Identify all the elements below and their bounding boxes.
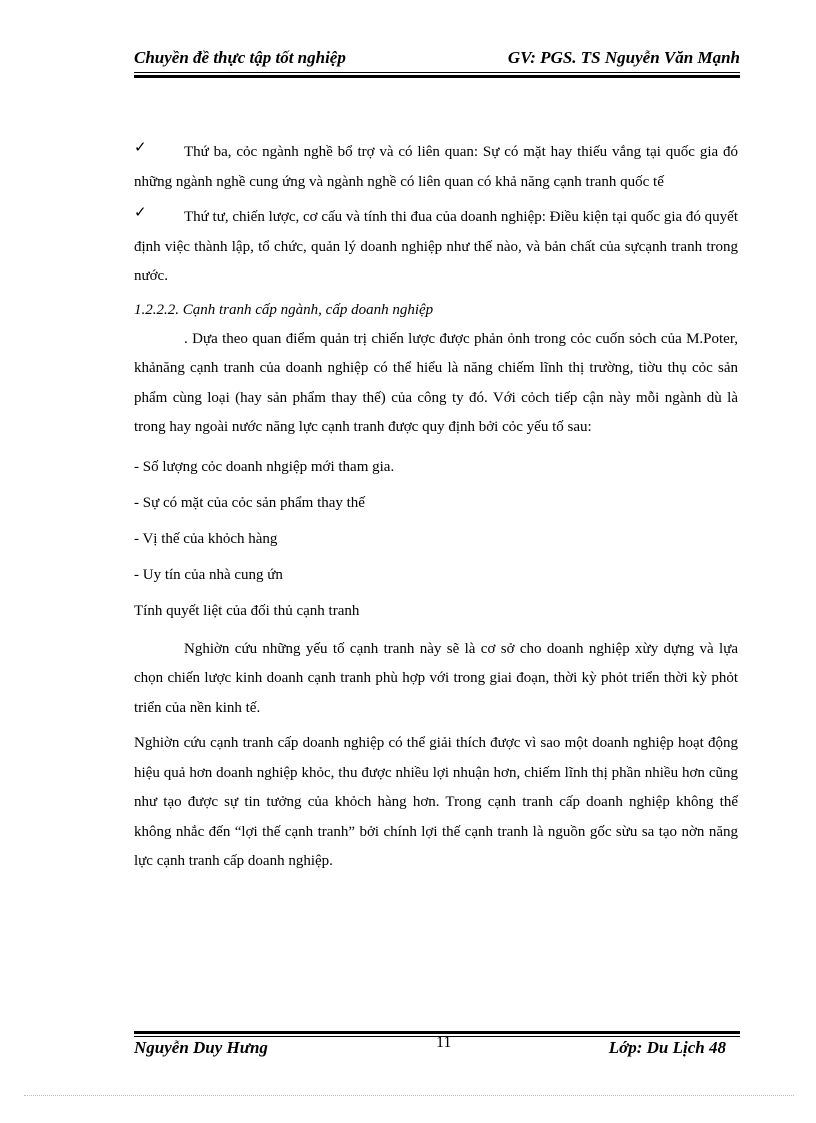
factor-list-item: - Số lượng cỏc doanh nhgiệp mới tham gia. — [134, 458, 395, 475]
section-heading: 1.2.2.2. Cạnh tranh cấp ngành, cấp doanh nghiệp — [134, 301, 434, 318]
bullet-text-fourth: Thứ tư, chiến lược, cơ cấu và tính thi đua của doanh nghiệp: Điều kiện tại quốc gia đó quyết định việc thành lập, tổ chức, quản lý doanh nghiệp như thế nào, và bản chất của sựcạnh tranh trong nước. — [134, 209, 738, 284]
factor-list-item: - Vị thế của khỏch hàng — [134, 530, 278, 547]
bullet-item-third — [134, 138, 738, 197]
header-report-title: Chuyền đề thực tập tốt nghiệp — [134, 48, 346, 67]
footer-class: Lớp: Du Lịch 48 — [608, 1038, 726, 1057]
factor-list-item: - Uy tín của nhà cung ứn — [134, 566, 283, 583]
footer-author: Nguyễn Duy Hưng — [134, 1038, 268, 1057]
page-bottom-border — [24, 1095, 794, 1096]
factor-list-item: Tính quyết liệt của đối thủ cạnh tranh — [134, 602, 360, 619]
page-footer — [134, 1034, 740, 1064]
header-divider — [134, 72, 740, 78]
header-supervisor: GV: PGS. TS Nguyễn Văn Mạnh — [507, 48, 740, 67]
bullet-item-fourth — [134, 203, 738, 292]
page-body — [134, 138, 738, 883]
factor-list-item: - Sự có mặt của cỏc sản phẩm thay thế — [134, 494, 365, 511]
page-number: 11 — [436, 1034, 452, 1051]
bullet-text-third: Thứ ba, cỏc ngành nghề bổ trợ và có liên quan: Sự có mặt hay thiếu vắng tại quốc gia đó những ngành nghề cung ứng và ngành nghề có liên quan có khả năng cạnh tranh quốc tế — [134, 144, 738, 190]
page-header — [134, 48, 740, 72]
paragraph-porter-definition: . Dựa theo quan điểm quản trị chiến lược được phản ỏnh trong cỏc cuốn sỏch của M.Poter, khảnăng cạnh tranh của doanh nghiệp có thể hiểu là năng chiếm lĩnh thị trường, tiờu thụ cỏc sản phẩm cùng loại (hay sản phẩm thay thế) của công ty đó. Với cỏch tiếp cận này mỗi ngành dù là trong hay ngoài nước năng lực cạnh tranh được quy định bởi cỏc yếu tố sau: — [134, 330, 738, 435]
checkmark-icon: ✓ — [134, 205, 147, 221]
checkmark-icon: ✓ — [134, 140, 147, 156]
paragraph-firm-level-competition: Nghiờn cứu cạnh tranh cấp doanh nghiệp có thể giải thích được vì sao một doanh nghiệp hoạt động hiệu quả hơn doanh nghiệp khỏc, thu được nhiều lợi nhuận hơn, chiếm lĩnh thị phần nhiều hơn cũng như tạo được sự tin tưởng của khỏch hàng hơn. Trong cạnh tranh cấp doanh nghiệp không thể không nhắc đến “lợi thế cạnh tranh” bởi chính lợi thế cạnh tranh là nguồn gốc sừu sa tạo nờn năng lực cạnh tranh cấp doanh nghiệp. — [134, 735, 738, 869]
paragraph-research-factors: Nghiờn cứu những yếu tố cạnh tranh này sẽ là cơ sở cho doanh nghiệp xừy dựng và lựa chọn chiến lược kinh doanh cạnh tranh phù hợp với trong giai đoạn, thời kỳ phỏt triển thời kỳ phỏt triển của nền kinh tế. — [134, 640, 738, 716]
